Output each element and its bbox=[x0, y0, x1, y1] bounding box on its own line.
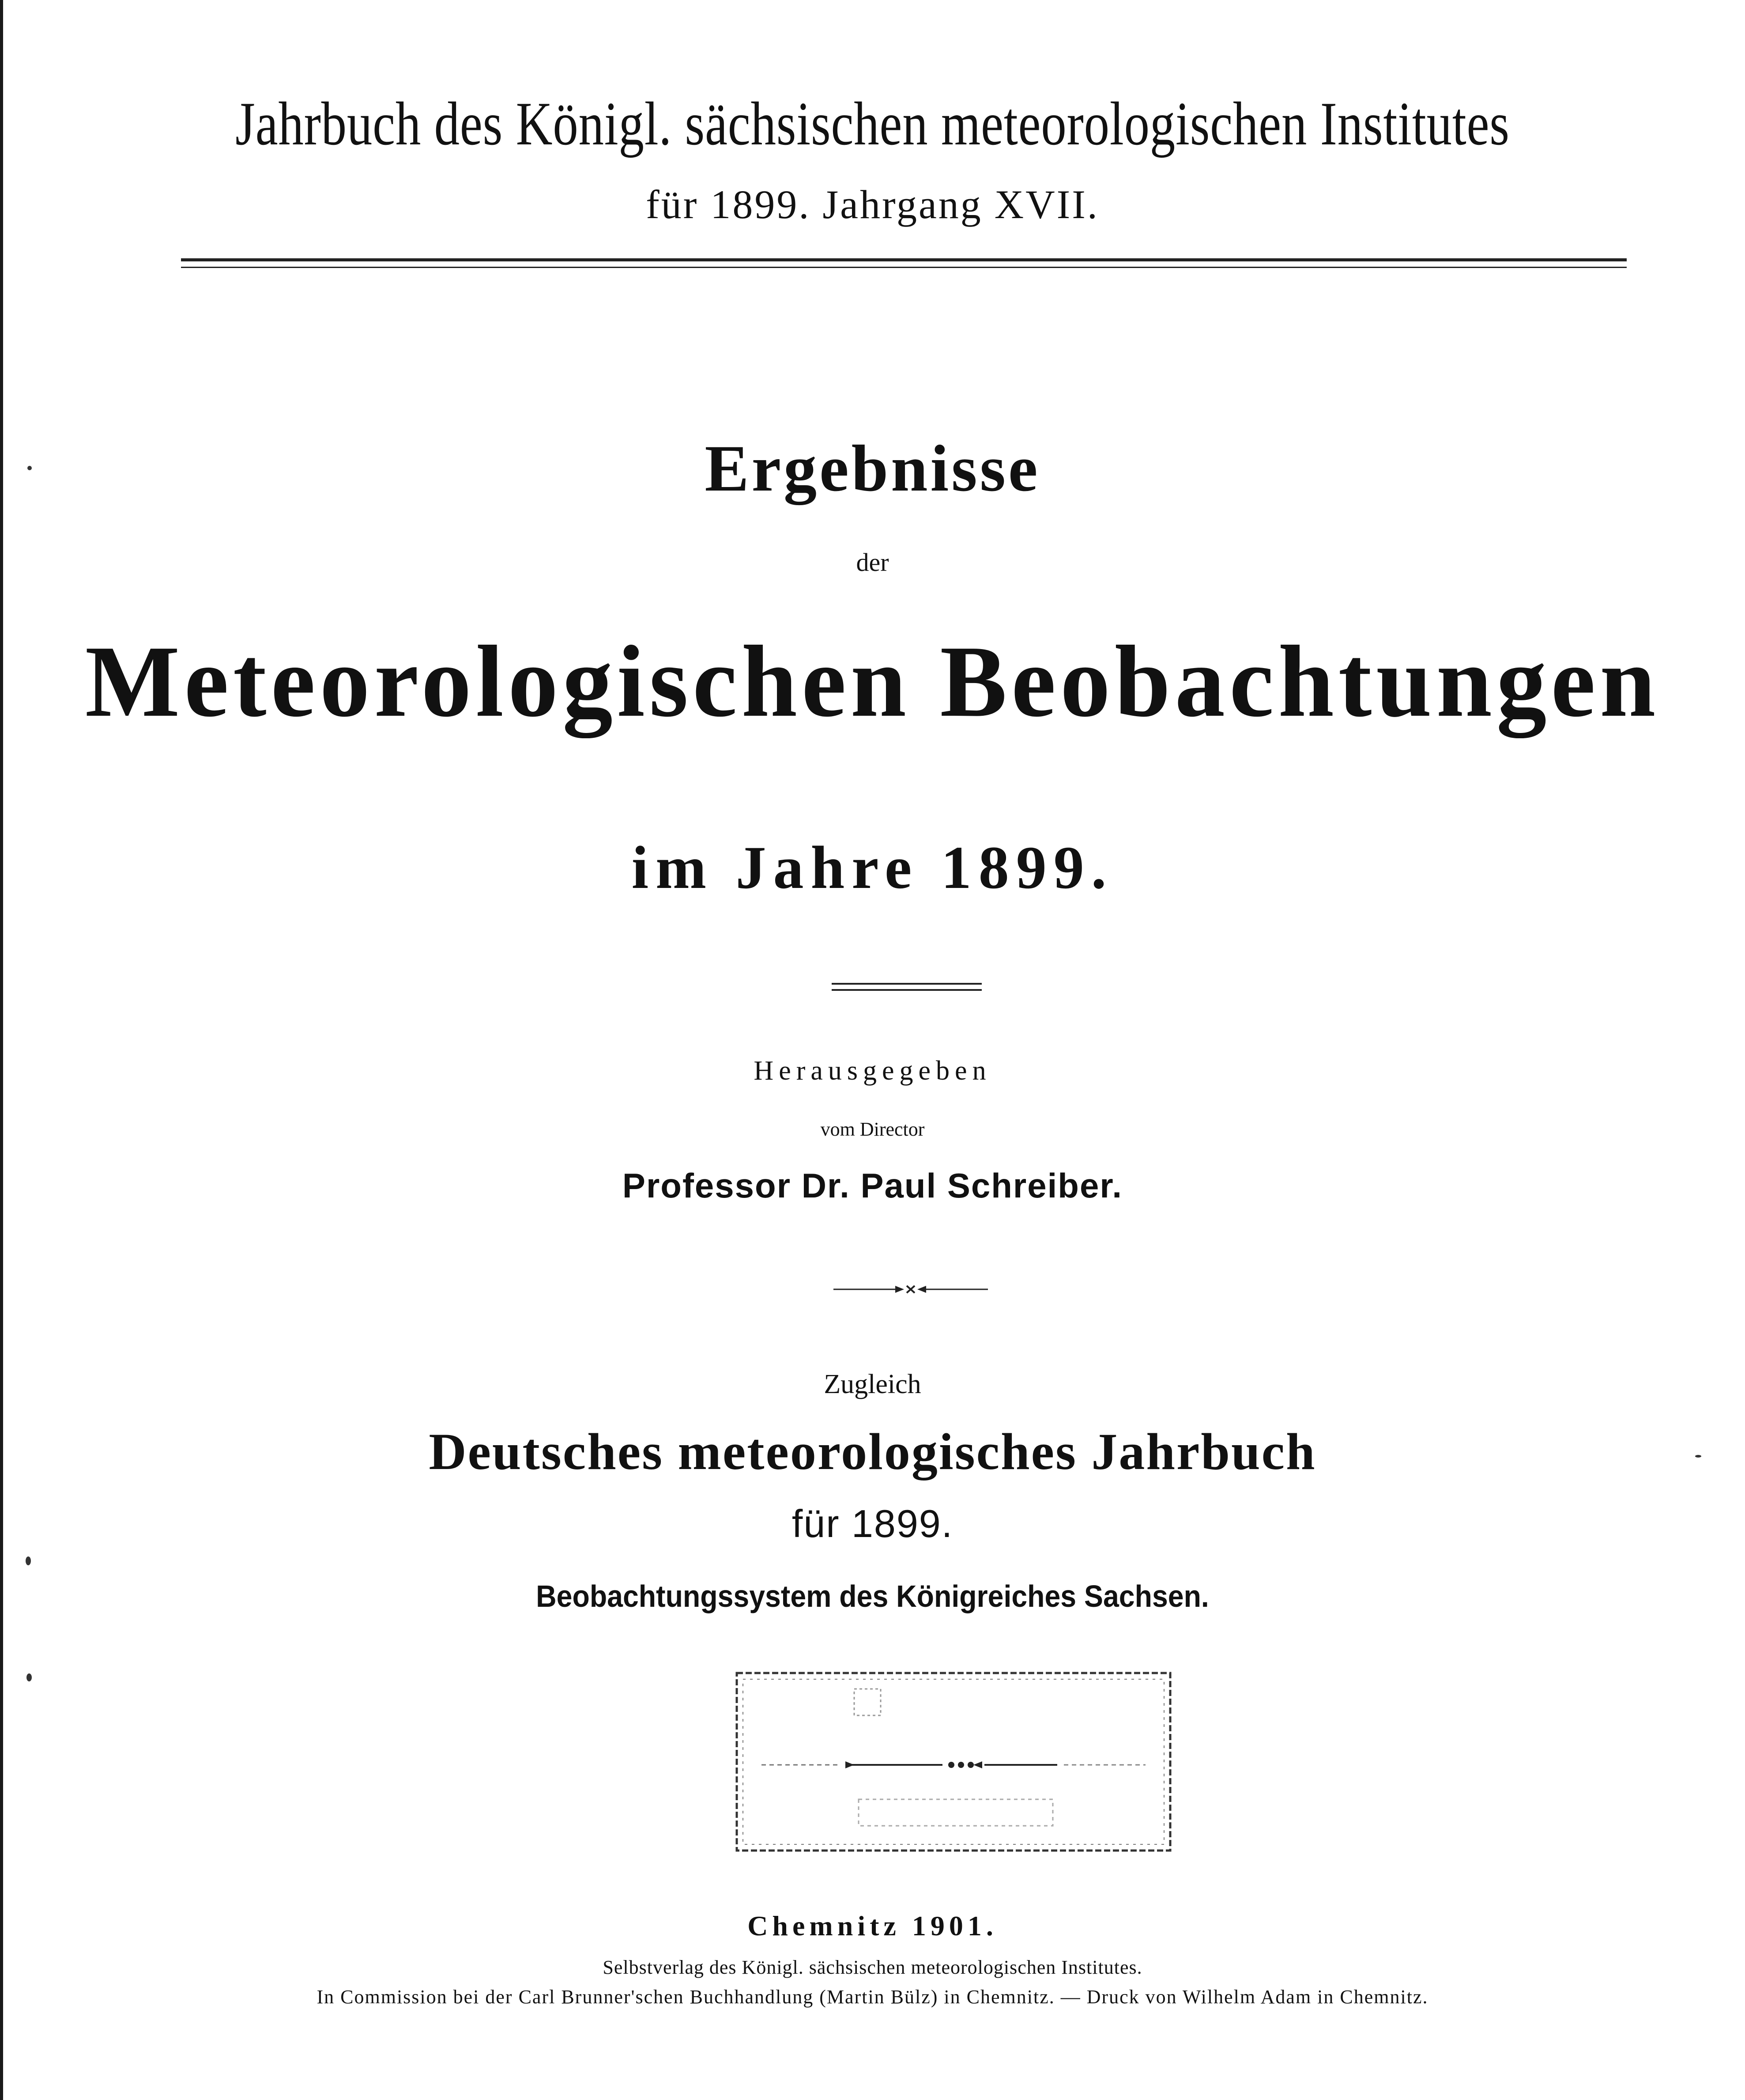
journal-volume: für 1899. Jahrgang XVII. bbox=[646, 182, 1099, 227]
secondary-year: für 1899. bbox=[791, 1502, 954, 1545]
editor-name: Professor Dr. Paul Schreiber. bbox=[622, 1166, 1123, 1205]
imprint-commission: In Commission bei der Carl Brunner'schen Buchhandlung (Martin Bülz) in Chemnitz. — Druck von Wilhelm Adam in Chemnitz. bbox=[317, 1986, 1428, 2008]
edited-by-label: Herausgegeben bbox=[754, 1056, 991, 1086]
short-double-rule bbox=[832, 983, 982, 991]
library-stamp bbox=[735, 1671, 1172, 1852]
page-edge-scan-border bbox=[0, 0, 3, 2100]
observation-system: Beobachtungssystem des Königreiches Sachsen. bbox=[536, 1579, 1209, 1613]
zugleich-label: Zugleich bbox=[824, 1369, 921, 1399]
imprint-place-year: Chemnitz 1901. bbox=[747, 1910, 998, 1941]
scan-speck bbox=[26, 1556, 31, 1565]
scan-speck bbox=[1695, 1455, 1701, 1458]
heading-ergebnisse: Ergebnisse bbox=[705, 432, 1040, 505]
ornament-divider bbox=[833, 1280, 988, 1298]
connector-der: der bbox=[856, 548, 889, 577]
secondary-title: Deutsches meteorologisches Jahrbuch bbox=[429, 1423, 1316, 1481]
scan-speck bbox=[26, 1673, 32, 1681]
journal-title: Jahrbuch des Königl. sächsischen meteorologischen Institutes bbox=[235, 90, 1510, 158]
year-line: im Jahre 1899. bbox=[631, 834, 1114, 901]
scan-speck bbox=[27, 466, 32, 470]
main-title: Meteorologischen Beobachtungen bbox=[85, 625, 1660, 738]
header-double-rule bbox=[181, 258, 1627, 268]
imprint-publisher: Selbstverlag des Königl. sächsischen meteorologischen Institutes. bbox=[603, 1956, 1142, 1978]
director-label: vom Director bbox=[820, 1118, 925, 1140]
